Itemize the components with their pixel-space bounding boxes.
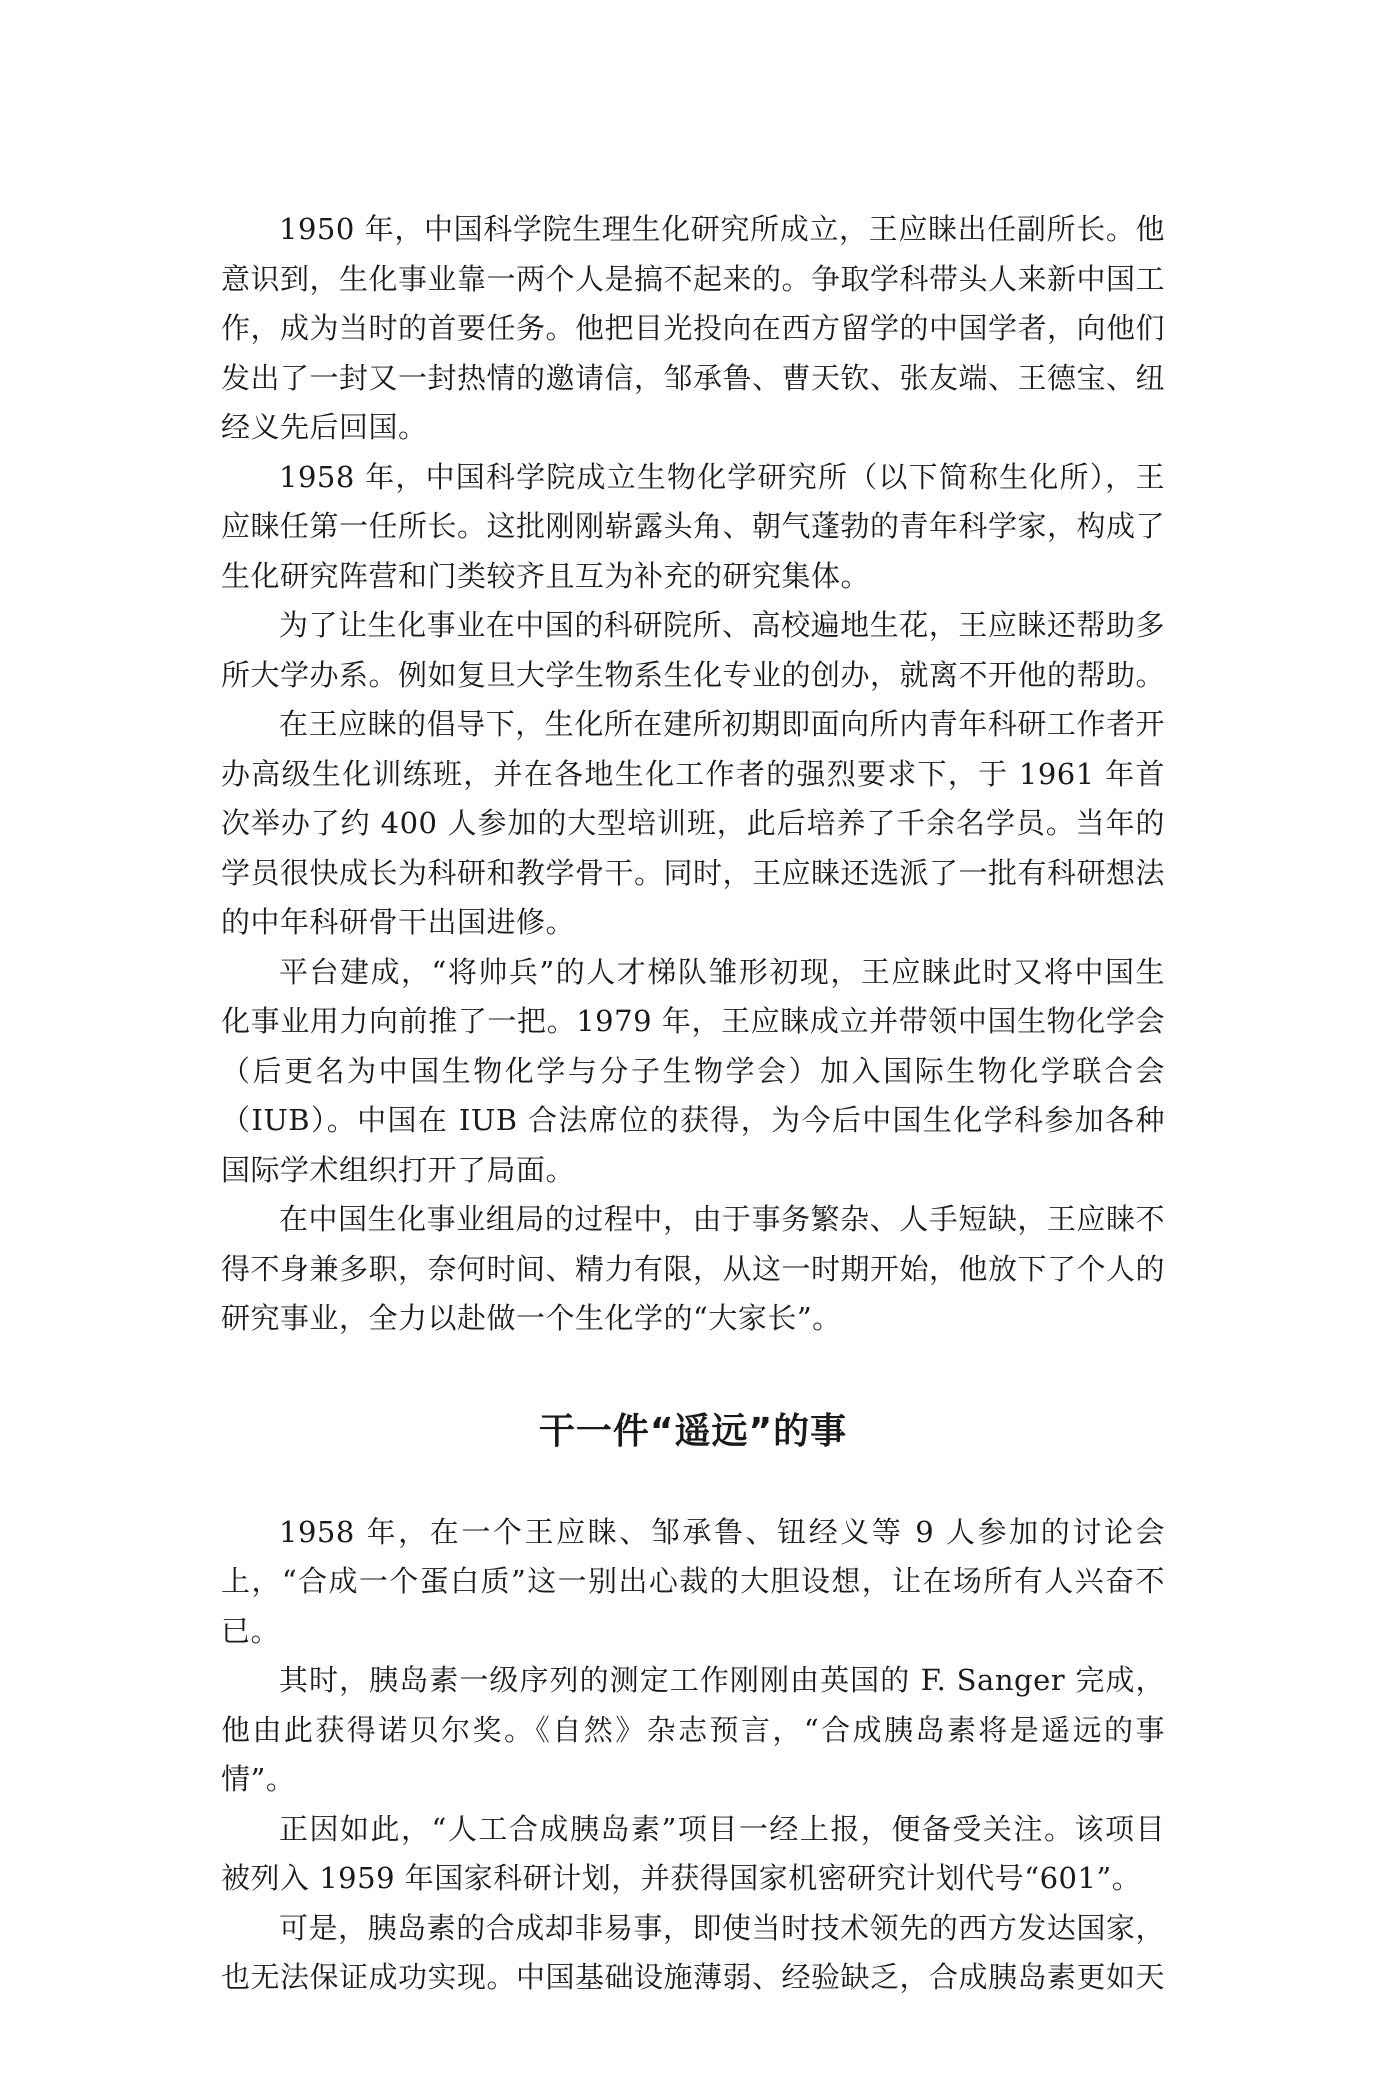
paragraph-iub-membership: 平台建成，“将帅兵”的人才梯队雏形初现，王应睐此时又将中国生化事业用力向前推了一把。1979 年，王应睐成立并带领中国生物化学会（后更名为中国生物化学与分子生物学会）加入国际生物化学联合会（IUB）。中国在 IUB 合法席位的获得，为今后中国生化学科参加各种国际学术组织打开了局面。 <box>221 954 1165 1187</box>
paragraph-1958-discussion: 1958 年，在一个王应睐、邹承鲁、钮经义等 9 人参加的讨论会上，“合成一个蛋白质”这一别出心裁的大胆设想，让在场所有人兴奋不已。 <box>221 1514 1165 1648</box>
paragraph-synthesis-difficulty: 可是，胰岛素的合成却非易事，即使当时技术领先的西方发达国家，也无法保证成功实现。中国基础设施薄弱、经验缺乏，合成胰岛素更如天 <box>221 1910 1166 1994</box>
paragraph-1958-biochem-institute: 1958 年，中国科学院成立生物化学研究所（以下简称生化所），王应睐任第一任所长。这批刚刚崭露头角、朝气蓬勃的青年科学家，构成了生化研究阵营和门类较齐且互为补充的研究集体。 <box>221 459 1166 593</box>
paragraph-1950-institute: 1950 年，中国科学院生理生化研究所成立，王应睐出任副所长。他意识到，生化事业靠一两个人是搞不起来的。争取学科带头人来新中国工作，成为当时的首要任务。他把目光投向在西方留学的中国学者，向他们发出了一封又一封热情的邀请信，邹承鲁、曹天钦、张友端、王德宝、纽经义先后回国。 <box>221 212 1166 444</box>
page-content <box>221 205 1165 2003</box>
paragraph-family-head: 在中国生化事业组局的过程中，由于事务繁杂、人手短缺，王应睐不得不身兼多职，奈何时间、精力有限，从这一时期开始，他放下了个人的研究事业，全力以赴做一个生化学的“大家长”。 <box>221 1202 1166 1335</box>
paragraph-sanger-nobel: 其时，胰岛素一级序列的测定工作刚刚由英国的 F. Sanger 完成，他由此获得诺贝尔奖。《自然》杂志预言，“合成胰岛素将是遥远的事情”。 <box>221 1663 1165 1796</box>
section-insulin-synthesis <box>221 1508 1165 2003</box>
section-heading: 干一件“遥远”的事 <box>538 1410 848 1452</box>
paragraph-project-601: 正因如此，“人工合成胰岛素”项目一经上报，便备受关注。该项目被列入 1959 年国家科研计划，并获得国家机密研究计划代号“601”。 <box>221 1811 1165 1895</box>
paragraph-university-departments: 为了让生化事业在中国的科研院所、高校遍地生花，王应睐还帮助多所大学办系。例如复旦大学生物系生化专业的创办，就离不开他的帮助。 <box>221 608 1166 692</box>
section-wang-yingrai-biochem <box>221 205 1165 1344</box>
paragraph-training-classes: 在王应睐的倡导下，生化所在建所初期即面向所内青年科研工作者开办高级生化训练班，并在各地生化工作者的强烈要求下，于 1961 年首次举办了约 400 人参加的大型培训班，此后培养了千余名学员。当年的学员很快成长为科研和教学骨干。同时，王应睐还选派了一批有科研想法的中年科研骨干出国进修。 <box>221 707 1166 939</box>
